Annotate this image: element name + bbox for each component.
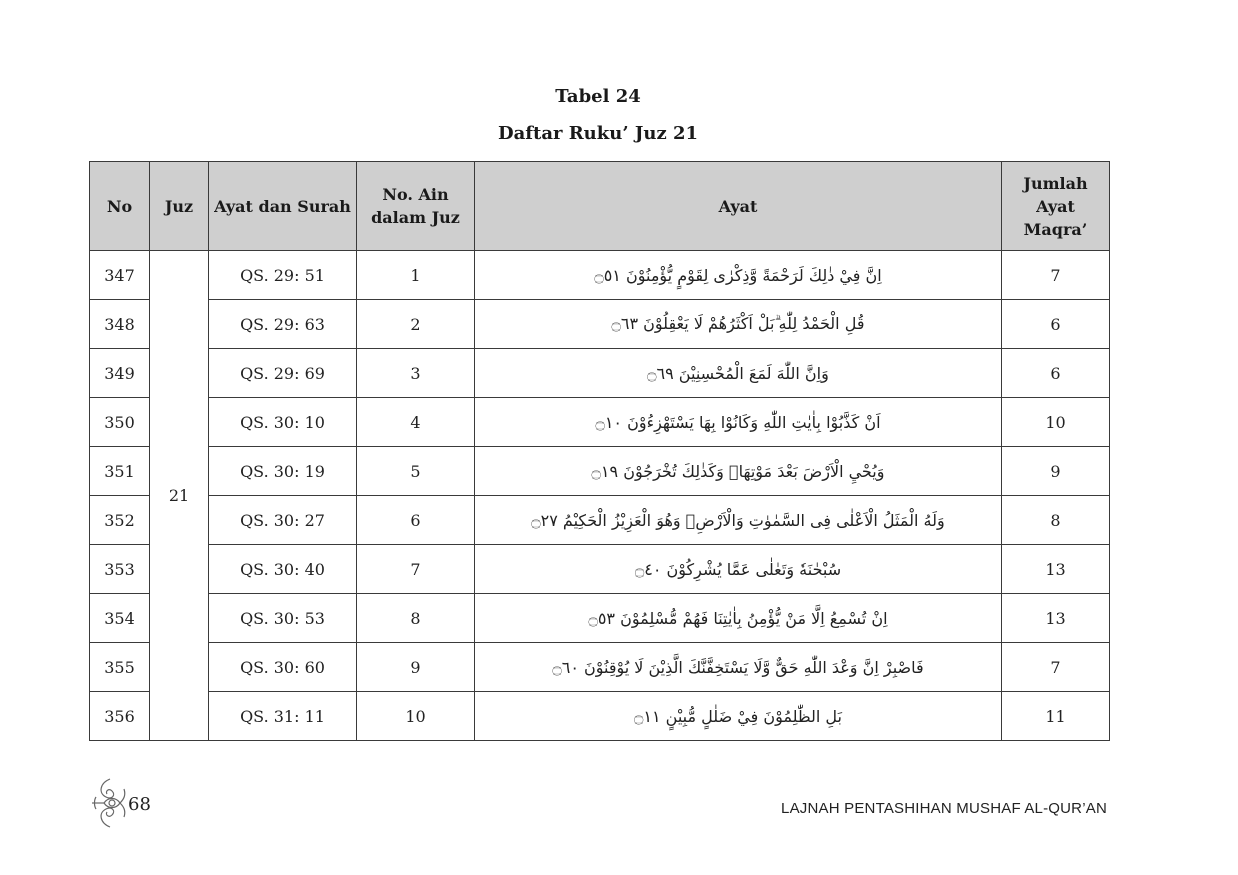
cell-ayat-surah: QS. 30: 27 (209, 496, 357, 545)
header-juz: Juz (150, 162, 209, 251)
header-no-ain-line2: dalam Juz (371, 208, 460, 227)
cell-ayat-arabic: وَيُحْيِ الْاَرْضَ بَعْدَ مَوْتِهَاۗ وَكَذٰلِكَ تُخْرَجُوْنَ ۝١٩ (475, 447, 1002, 496)
cell-no: 351 (90, 447, 150, 496)
table-row (90, 692, 1110, 741)
cell-ayat-surah: QS. 29: 51 (209, 251, 357, 300)
cell-ayat-surah: QS. 30: 60 (209, 643, 357, 692)
cell-no-ain: 1 (357, 251, 475, 300)
table-row (90, 398, 1110, 447)
cell-no: 347 (90, 251, 150, 300)
cell-no-ain: 4 (357, 398, 475, 447)
page-number: 68 (128, 794, 151, 815)
table-row (90, 251, 1110, 300)
cell-ayat-surah: QS. 29: 69 (209, 349, 357, 398)
cell-jumlah: 7 (1002, 643, 1110, 692)
cell-ayat-surah: QS. 30: 40 (209, 545, 357, 594)
table-row (90, 643, 1110, 692)
cell-jumlah: 10 (1002, 398, 1110, 447)
table-row (90, 594, 1110, 643)
cell-ayat-arabic: فَاصْبِرْ اِنَّ وَعْدَ اللّٰهِ حَقٌّ وَّلَا يَسْتَخِفَّنَّكَ الَّذِيْنَ لَا يُوْقِنُوْنَ ۝٦٠ (475, 643, 1002, 692)
cell-ayat-arabic: بَلِ الظّٰلِمُوْنَ فِيْ ضَلٰلٍ مُّبِيْنٍ ۝١١ (475, 692, 1002, 741)
cell-jumlah: 6 (1002, 349, 1110, 398)
header-jumlah (1002, 162, 1110, 251)
cell-ayat-arabic: قُلِ الْحَمْدُ لِلّٰهِ ۗبَلْ اَكْثَرُهُمْ لَا يَعْقِلُوْنَ ۝٦٣ (475, 300, 1002, 349)
cell-juz: 21 (150, 251, 209, 741)
footer-publisher: LAJNAH PENTASHIHAN MUSHAF AL-QUR’AN (781, 800, 1107, 817)
header-jumlah-line3: Maqra’ (1023, 219, 1088, 239)
cell-no-ain: 2 (357, 300, 475, 349)
cell-ayat-arabic: اِنَّ فِيْ ذٰلِكَ لَرَحْمَةً وَّذِكْرٰى لِقَوْمٍ يُّؤْمِنُوْنَ ۝٥١ (475, 251, 1002, 300)
table-row (90, 349, 1110, 398)
cell-no-ain: 6 (357, 496, 475, 545)
cell-no: 354 (90, 594, 150, 643)
cell-no-ain: 10 (357, 692, 475, 741)
cell-ayat-surah: QS. 30: 53 (209, 594, 357, 643)
cell-jumlah: 13 (1002, 545, 1110, 594)
cell-no: 350 (90, 398, 150, 447)
cell-jumlah: 8 (1002, 496, 1110, 545)
table-row (90, 300, 1110, 349)
table-row (90, 447, 1110, 496)
cell-ayat-arabic: وَلَهُ الْمَثَلُ الْاَعْلٰى فِى السَّمٰوٰتِ وَالْاَرْضِۚ وَهُوَ الْعَزِيْزُ الْحَكِيْمُ ۝٢٧ (475, 496, 1002, 545)
cell-ayat-surah: QS. 30: 19 (209, 447, 357, 496)
cell-no: 352 (90, 496, 150, 545)
cell-jumlah: 7 (1002, 251, 1110, 300)
cell-jumlah: 9 (1002, 447, 1110, 496)
header-jumlah-line2: Ayat (1036, 196, 1075, 216)
cell-ayat-surah: QS. 31: 11 (209, 692, 357, 741)
header-jumlah-line1: Jumlah (1023, 173, 1088, 193)
table-header-row (90, 162, 1110, 251)
header-no-ain-line1: No. Ain (382, 185, 449, 204)
floral-ornament-icon (88, 775, 130, 831)
ruku-table (89, 161, 1110, 741)
cell-no: 356 (90, 692, 150, 741)
cell-no: 349 (90, 349, 150, 398)
header-ayat: Ayat (475, 162, 1002, 251)
cell-ayat-surah: QS. 30: 10 (209, 398, 357, 447)
header-no: No (90, 162, 150, 251)
cell-ayat-arabic: اِنْ تُسْمِعُ اِلَّا مَنْ يُّؤْمِنُ بِاٰيٰتِنَا فَهُمْ مُّسْلِمُوْنَ ۝٥٣ (475, 594, 1002, 643)
cell-ayat-surah: QS. 29: 63 (209, 300, 357, 349)
cell-jumlah: 11 (1002, 692, 1110, 741)
cell-no: 355 (90, 643, 150, 692)
table-subtitle: Daftar Ruku’ Juz 21 (497, 123, 699, 144)
table-title: Tabel 24 (555, 86, 641, 107)
cell-no-ain: 5 (357, 447, 475, 496)
cell-no-ain: 7 (357, 545, 475, 594)
table-row (90, 496, 1110, 545)
cell-jumlah: 13 (1002, 594, 1110, 643)
cell-jumlah: 6 (1002, 300, 1110, 349)
table-row (90, 545, 1110, 594)
header-ayat-surah: Ayat dan Surah (209, 162, 357, 251)
cell-no: 353 (90, 545, 150, 594)
cell-no-ain: 3 (357, 349, 475, 398)
cell-ayat-arabic: سُبْحٰنَهٗ وَتَعٰلٰى عَمَّا يُشْرِكُوْنَ ۝٤٠ (475, 545, 1002, 594)
cell-ayat-arabic: وَاِنَّ اللّٰهَ لَمَعَ الْمُحْسِنِيْنَ ۝٦٩ (475, 349, 1002, 398)
header-no-ain (357, 162, 475, 251)
cell-no-ain: 9 (357, 643, 475, 692)
cell-no: 348 (90, 300, 150, 349)
cell-no-ain: 8 (357, 594, 475, 643)
cell-ayat-arabic: اَنْ كَذَّبُوْا بِاٰيٰتِ اللّٰهِ وَكَانُوْا بِهَا يَسْتَهْزِءُوْنَ ۝١٠ (475, 398, 1002, 447)
